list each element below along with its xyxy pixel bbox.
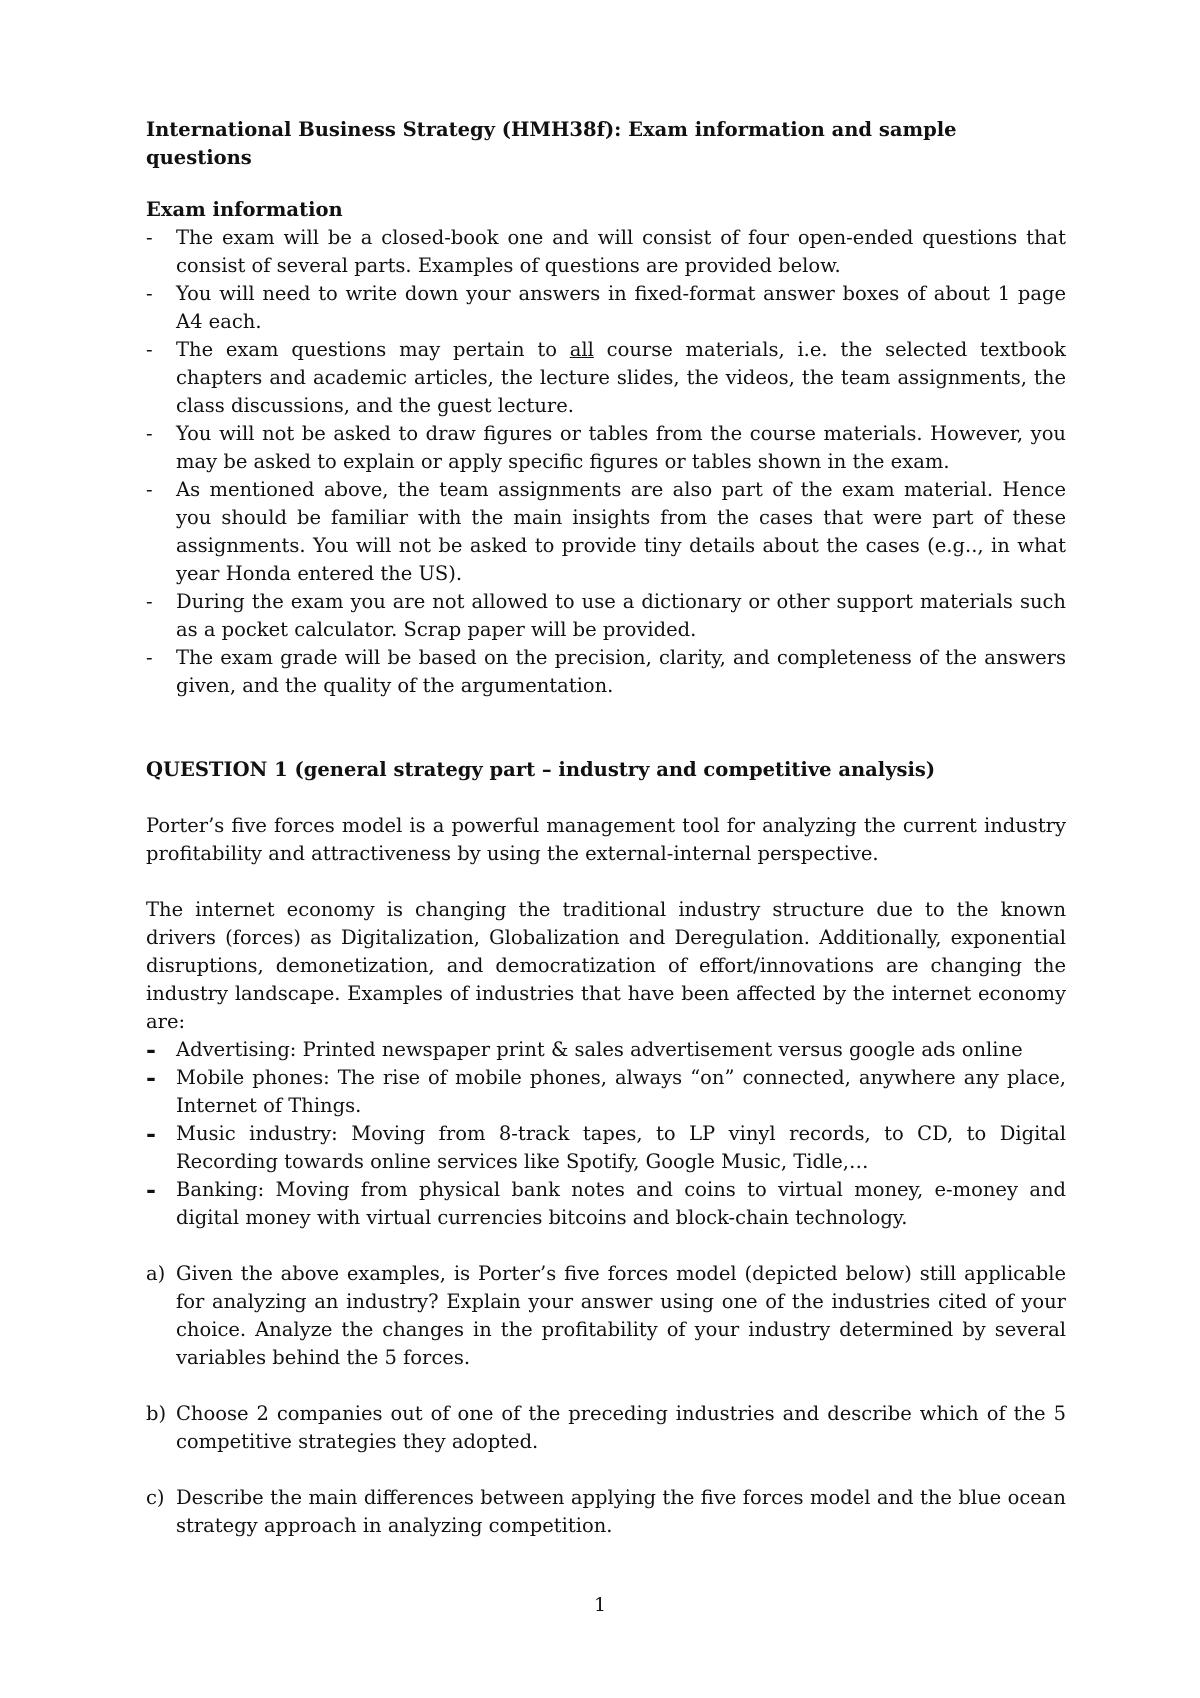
list-item-text: Advertising: Printed newspaper print & sales advertisement versus google ads online bbox=[176, 1038, 1023, 1061]
spacer bbox=[146, 172, 1066, 196]
list-item-text: Mobile phones: The rise of mobile phones, always “on” connected, anywhere any place, Internet of Things. bbox=[176, 1066, 1066, 1117]
list-item-text: The exam grade will be based on the precision, clarity, and completeness of the answers given, and the quality of the argumentation. bbox=[176, 646, 1066, 697]
list-item bbox=[146, 476, 1066, 588]
bullet-mark: - bbox=[146, 646, 153, 669]
bullet-mark: - bbox=[146, 226, 153, 249]
list-item-text: During the exam you are not allowed to use a dictionary or other support materials such as a pocket calculator. Scrap paper will be provided. bbox=[176, 590, 1066, 641]
bullet-mark: - bbox=[146, 1175, 156, 1204]
list-item bbox=[146, 588, 1066, 644]
bullet-mark: - bbox=[146, 1119, 156, 1148]
list-item-text: As mentioned above, the team assignments are also part of the exam material. Hence you should be familiar with the main insights from the cases that were part of these assignments. You will not be asked to provide tiny details about the cases (e.g.., in what year Honda entered the US). bbox=[176, 478, 1066, 585]
bullet-mark: - bbox=[146, 1063, 156, 1092]
list-item bbox=[146, 224, 1066, 280]
question-part bbox=[146, 1400, 1066, 1456]
part-text: Choose 2 companies out of one of the preceding industries and describe which of the 5 competitive strategies they adopted. bbox=[176, 1402, 1066, 1453]
list-item bbox=[146, 644, 1066, 700]
bullet-mark: - bbox=[146, 422, 153, 445]
bullet-mark: - bbox=[146, 590, 153, 613]
question-part bbox=[146, 1484, 1066, 1540]
text-run: The exam questions may pertain to bbox=[176, 338, 570, 361]
list-item bbox=[146, 1120, 1066, 1176]
spacer bbox=[146, 700, 1066, 756]
question-part bbox=[146, 1260, 1066, 1372]
paragraph: Porter’s five forces model is a powerful management tool for analyzing the current industry profitability and attractiveness by using the external-internal perspective. bbox=[146, 814, 1066, 865]
part-label: c) bbox=[146, 1486, 165, 1509]
list-item bbox=[146, 1064, 1066, 1120]
list-item bbox=[146, 420, 1066, 476]
document-title: International Business Strategy (HMH38f): Exam information and sample questions bbox=[146, 118, 957, 169]
list-item-text: You will need to write down your answers in fixed-format answer boxes of about 1 page A4 each. bbox=[176, 282, 1066, 333]
bullet-mark: - bbox=[146, 282, 153, 305]
list-item-text: Music industry: Moving from 8-track tapes, to LP vinyl records, to CD, to Digital Recording towards online services like Spotify, Google Music, Tidle,… bbox=[176, 1122, 1066, 1173]
list-item-text: Banking: Moving from physical bank notes and coins to virtual money, e-money and digital money with virtual currencies bitcoins and block-chain technology. bbox=[176, 1178, 1066, 1229]
exam-info-heading: Exam information bbox=[146, 198, 343, 221]
spacer bbox=[146, 868, 1066, 896]
part-text: Given the above examples, is Porter’s five forces model (depicted below) still applicable for analyzing an industry? Explain your answer using one of the industries cited of your choice. Analyze the changes in the profitability of your industry determined by several variables behind the 5 forces. bbox=[176, 1262, 1066, 1369]
bullet-mark: - bbox=[146, 478, 153, 501]
spacer bbox=[146, 1232, 1066, 1260]
list-item bbox=[146, 1176, 1066, 1232]
bullet-mark: - bbox=[146, 338, 153, 361]
list-item-text bbox=[176, 336, 1066, 420]
document-page bbox=[146, 116, 1066, 1540]
paragraph: The internet economy is changing the traditional industry structure due to the known drivers (forces) as Digitalization, Globalization and Deregulation. Additionally, exponential disruptions, demonetization, and democratization of effort/innovations are changing the industry landscape. Examples of industries that have been affected by the internet economy are: bbox=[146, 898, 1066, 1033]
part-label: b) bbox=[146, 1402, 167, 1425]
exam-info-list bbox=[146, 224, 1066, 700]
spacer bbox=[146, 1372, 1066, 1400]
spacer bbox=[146, 1456, 1066, 1484]
spacer bbox=[146, 784, 1066, 812]
list-item bbox=[146, 336, 1066, 420]
part-text: Describe the main differences between applying the five forces model and the blue ocean strategy approach in analyzing competition. bbox=[176, 1486, 1066, 1537]
part-label: a) bbox=[146, 1262, 166, 1285]
list-item bbox=[146, 1036, 1066, 1064]
examples-list bbox=[146, 1036, 1066, 1232]
underlined-word: all bbox=[569, 338, 594, 361]
list-item-text: You will not be asked to draw figures or tables from the course materials. However, you may be asked to explain or apply specific figures or tables shown in the exam. bbox=[176, 422, 1066, 473]
list-item bbox=[146, 280, 1066, 336]
question-1-heading: QUESTION 1 (general strategy part – industry and competitive analysis) bbox=[146, 758, 936, 781]
text-run: course materials, i.e. the selected textbook chapters and academic articles, the lecture slides, the videos, the team assignments, the class discussions, and the guest lecture. bbox=[176, 338, 1066, 417]
bullet-mark: - bbox=[146, 1035, 156, 1064]
page-number: 1 bbox=[593, 1594, 607, 1616]
list-item-text: The exam will be a closed-book one and will consist of four open-ended questions that consist of several parts. Examples of questions are provided below. bbox=[176, 226, 1066, 277]
